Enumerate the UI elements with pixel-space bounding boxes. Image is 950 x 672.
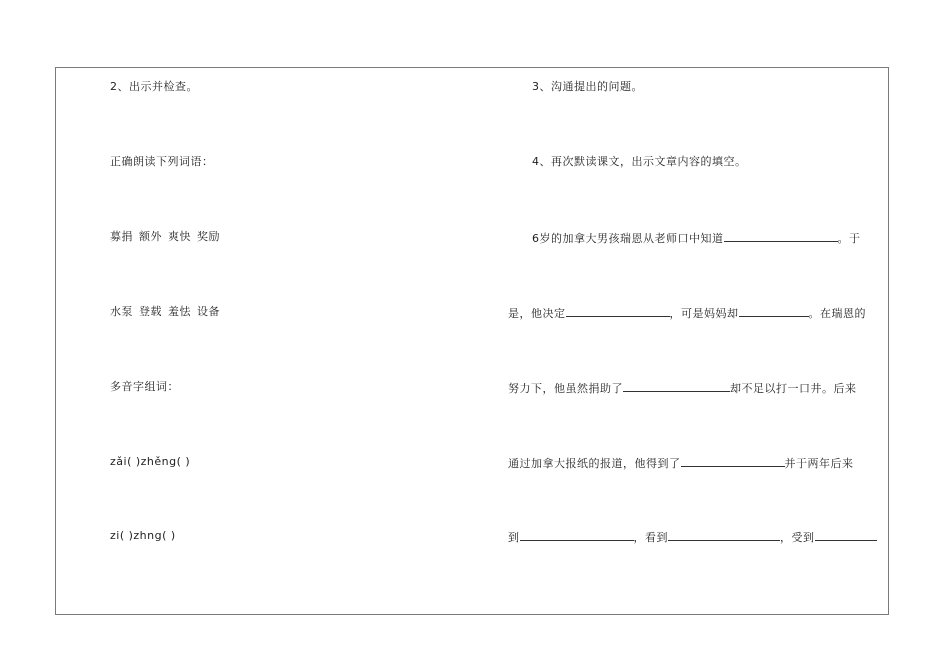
blank-input[interactable] xyxy=(815,529,877,541)
fill-text: 并于两年后来 xyxy=(784,457,854,470)
fill-text: 却不足以打一口井。后来 xyxy=(730,382,857,395)
fill-text: ，受到 xyxy=(780,531,815,544)
step-4-heading: 4、再次默读课文，出示文章内容的填空。 xyxy=(532,155,747,168)
fill-blank-line-2 xyxy=(508,305,866,321)
blank-input[interactable] xyxy=(739,305,809,317)
read-words-title: 正确朗读下列词语： xyxy=(110,155,214,168)
blank-input[interactable] xyxy=(520,529,634,541)
vocabulary-row-1: 募捐 额外 爽快 奖励 xyxy=(110,230,220,243)
fill-text: ，看到 xyxy=(633,531,668,544)
fill-text: 。在瑞恩的 xyxy=(808,307,866,320)
step-2-heading: 2、出示并检查。 xyxy=(110,80,198,93)
fill-text: 到 xyxy=(508,531,520,544)
step-3-heading: 3、沟通提出的问题。 xyxy=(532,80,643,93)
blank-input[interactable] xyxy=(681,455,785,467)
fill-text: 努力下，他虽然捐助了 xyxy=(508,382,623,395)
fill-text: 通过加拿大报纸的报道，他得到了 xyxy=(508,457,681,470)
blank-input[interactable] xyxy=(668,529,780,541)
blank-input[interactable] xyxy=(724,230,838,242)
fill-blank-line-5 xyxy=(508,529,877,545)
fill-blank-line-3 xyxy=(508,380,857,396)
fill-blank-line-4 xyxy=(508,455,854,471)
fill-text: 。于 xyxy=(837,232,861,245)
fill-text: 是，他决定 xyxy=(508,307,566,320)
blank-input[interactable] xyxy=(623,380,730,392)
fill-text: 6岁的加拿大男孩瑞恩从老师口中知道 xyxy=(532,232,724,245)
pinyin-row-2: zi( )zhng( ) xyxy=(110,529,176,542)
fill-blank-line-1 xyxy=(532,230,861,246)
vocabulary-row-2: 水泵 登载 羞怯 设备 xyxy=(110,305,220,318)
polyphone-title: 多音字组词： xyxy=(110,380,179,393)
blank-input[interactable] xyxy=(566,305,670,317)
pinyin-row-1: zǎi( )zhěng( ) xyxy=(110,455,191,468)
fill-text: ，可是妈妈却 xyxy=(669,307,739,320)
